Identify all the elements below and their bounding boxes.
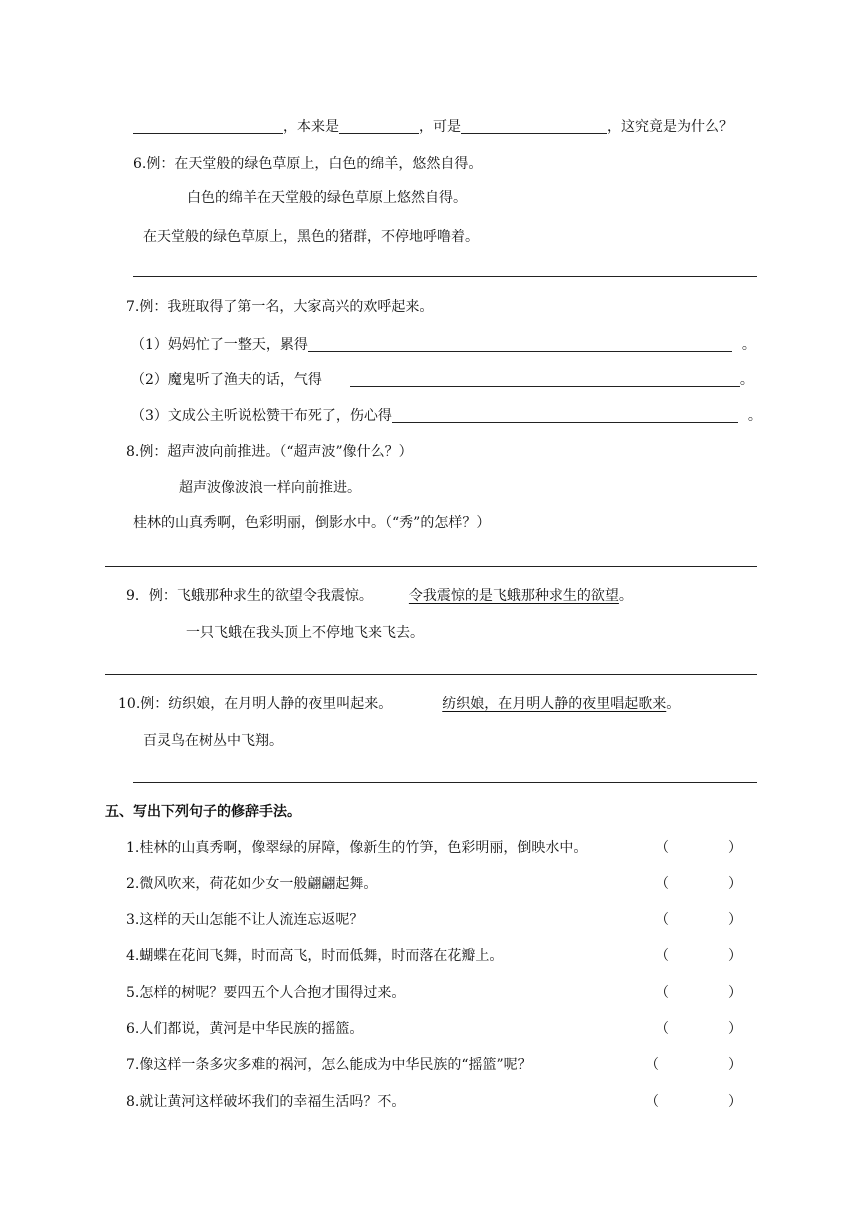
rhetoric-item-8: 8.就让黄河这样破坏我们的幸福生活吗？不。 — [126, 1094, 406, 1110]
q6-example: 6.例：在天堂般的绿色草原上，白色的绵羊，悠然自得。 — [133, 156, 483, 172]
q8-example: 8.例：超声波向前推进。（“超声波”像什么？） — [126, 444, 413, 460]
answer-paren-left: （ — [645, 1057, 659, 1073]
answer-paren-right: ） — [728, 876, 742, 892]
rhetoric-answer-field[interactable] — [671, 1020, 728, 1038]
q7-blank-2[interactable] — [350, 372, 740, 387]
rhetoric-item-7: 7.像这样一条多灾多难的祸河，怎么能成为中华民族的“摇篮”呢？ — [126, 1057, 532, 1073]
q7-blank-3[interactable] — [392, 408, 738, 423]
answer-paren-left: （ — [645, 1094, 659, 1110]
q8-prompt: 桂林的山真秀啊，色彩明丽，倒影水中。（“秀”的怎样？） — [133, 515, 491, 531]
answer-paren-left: （ — [655, 912, 669, 928]
answer-paren-right: ） — [728, 1021, 742, 1037]
answer-paren-left: （ — [655, 1021, 669, 1037]
answer-paren-right: ） — [728, 1057, 742, 1073]
q8-answer-line[interactable] — [105, 566, 757, 567]
q7-item-1: （1）妈妈忙了一整天，累得 。 — [131, 337, 756, 353]
q7-item-3: （3）文成公主听说松赞干布死了，伤心得 。 — [131, 408, 762, 424]
blank-3[interactable] — [461, 119, 607, 134]
rhetoric-answer-field[interactable] — [661, 1093, 728, 1111]
q9-answer: 令我震惊的是飞蛾那种求生的欲望 — [408, 588, 619, 604]
answer-paren-right: ） — [728, 985, 742, 1001]
answer-paren-left: （ — [655, 985, 669, 1001]
q7-blank-1[interactable] — [308, 337, 732, 352]
answer-paren-right: ） — [728, 948, 742, 964]
blank-1[interactable] — [133, 119, 283, 134]
q9-prompt: 一只飞蛾在我头顶上不停地飞来飞去。 — [186, 625, 424, 641]
rhetoric-item-5: 5.怎样的树呢？要四五个人合抱才围得过来。 — [126, 985, 406, 1001]
answer-paren-right: ） — [728, 840, 742, 856]
q10-answer-line[interactable] — [133, 782, 757, 783]
answer-paren-right: ） — [728, 1094, 742, 1110]
q9-example: 9．例：飞蛾那种求生的欲望令我震惊。 令我震惊的是飞蛾那种求生的欲望。 — [126, 588, 633, 604]
q7-item-2: （2）魔鬼听了渔夫的话，气得 。 — [131, 372, 754, 388]
q10-prompt: 百灵鸟在树丛中飞翔。 — [143, 733, 283, 749]
rhetoric-item-3: 3.这样的天山怎能不让人流连忘返呢？ — [126, 912, 364, 928]
rhetoric-item-6: 6.人们都说，黄河是中华民族的摇篮。 — [126, 1021, 364, 1037]
q5-fill-line: ，本来是 ，可是 ，这究竟是为什么？ — [133, 118, 733, 136]
rhetoric-item-2: 2.微风吹来，荷花如少女一般翩翩起舞。 — [126, 876, 378, 892]
answer-paren-left: （ — [655, 840, 669, 856]
rhetoric-answer-field[interactable] — [671, 911, 728, 929]
rhetoric-item-1: 1.桂林的山真秀啊，像翠绿的屏障，像新生的竹笋，色彩明丽，倒映水中。 — [126, 840, 588, 856]
q9-answer-line[interactable] — [105, 674, 757, 675]
rhetoric-answer-field[interactable] — [671, 984, 728, 1002]
q6-prompt: 在天堂般的绿色草原上，黑色的猪群，不停地呼噜着。 — [143, 229, 479, 245]
q10-example: 10.例：纺织娘，在月明人静的夜里叫起来。 纺织娘，在月明人静的夜里唱起歌来。 — [118, 696, 681, 712]
q6-answer-line[interactable] — [133, 276, 757, 277]
rhetoric-answer-field[interactable] — [671, 875, 728, 893]
q7-example: 7.例：我班取得了第一名，大家高兴的欢呼起来。 — [126, 299, 434, 315]
q8-answer: 超声波像波浪一样向前推进。 — [179, 480, 361, 496]
q6-answer: 白色的绵羊在天堂般的绿色草原上悠然自得。 — [187, 190, 467, 206]
q10-answer: 纺织娘，在月明人静的夜里唱起歌来 — [442, 696, 667, 712]
answer-paren-right: ） — [728, 912, 742, 928]
blank-2[interactable] — [339, 119, 419, 134]
answer-paren-left: （ — [655, 876, 669, 892]
section-5-title: 五、写出下列句子的修辞手法。 — [105, 804, 301, 820]
rhetoric-answer-field[interactable] — [671, 947, 728, 965]
rhetoric-item-4: 4.蝴蝶在花间飞舞，时而高飞，时而低舞，时而落在花瓣上。 — [126, 948, 504, 964]
answer-paren-left: （ — [655, 948, 669, 964]
rhetoric-answer-field[interactable] — [661, 1056, 728, 1074]
rhetoric-answer-field[interactable] — [671, 839, 728, 857]
